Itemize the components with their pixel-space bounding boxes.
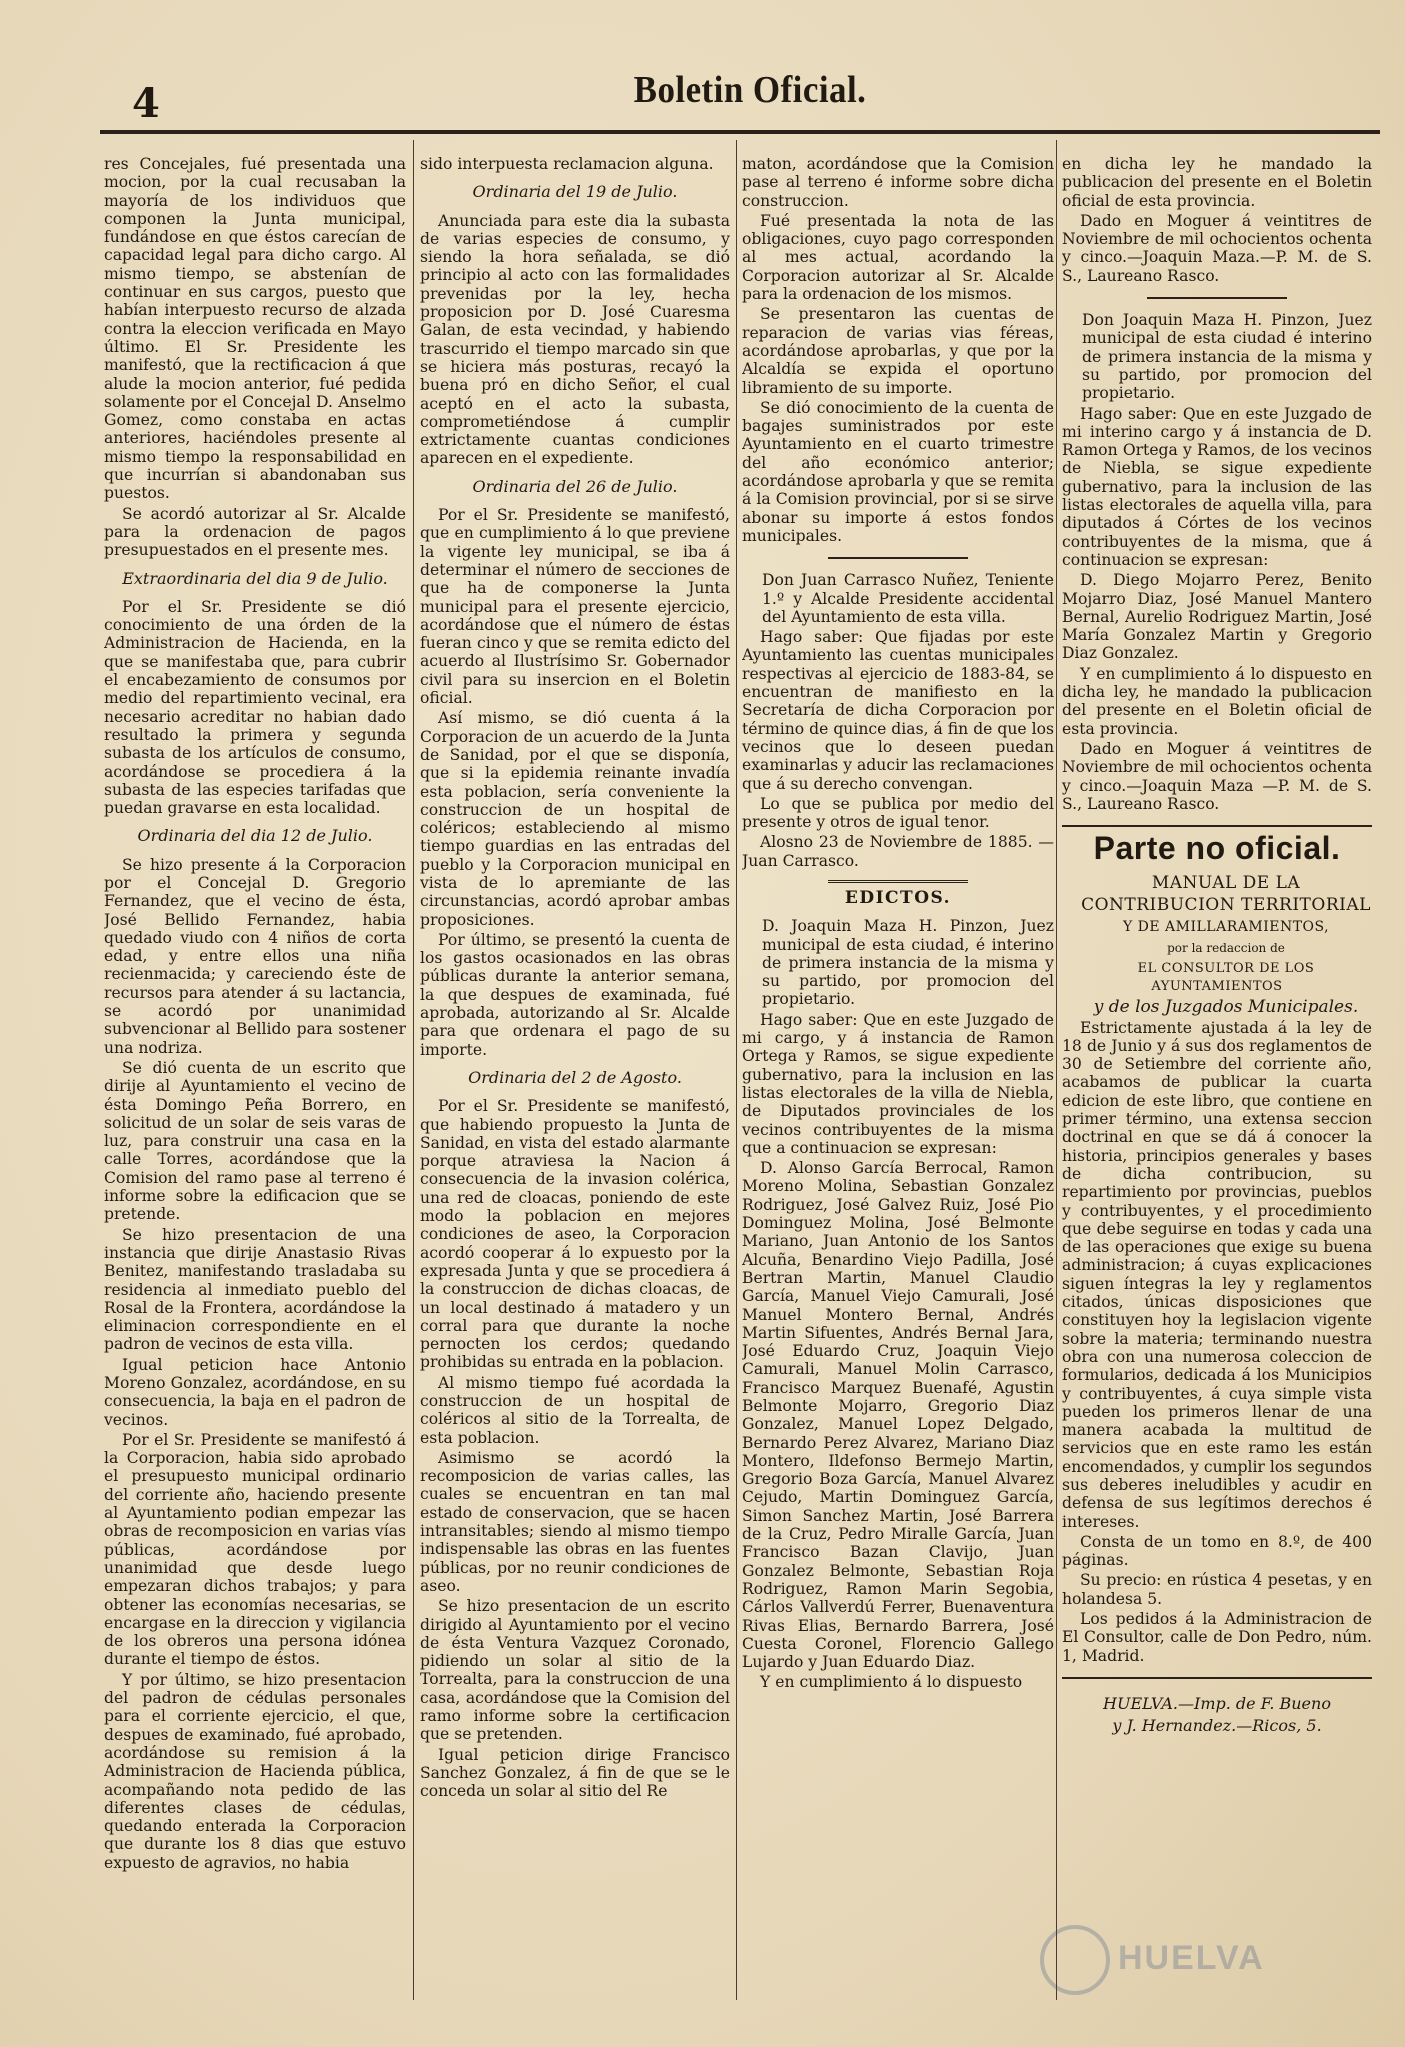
section-title: Parte no oficial. — [1093, 830, 1341, 867]
newspaper-title: Boletin Oficial. — [633, 69, 867, 111]
ad-publisher: EL CONSULTOR DE LOS AYUNTAMIENTOS — [1137, 960, 1315, 994]
session-heading: Ordinaria del dia 12 de Julio. — [137, 826, 373, 846]
paragraph: Se presentaron las cuentas de reparacion de varias vias féreas, acordándose aprobarlas, y que por la Alcaldía se expida el oportuno libramiento de su importe. — [742, 305, 1054, 397]
paragraph: Se hizo presente á la Corporacion por el Concejal D. Gregorio Fernandez, que el vecino de ésta, José Bellido Fernandez, habia quedado viudo con 4 niños de corta edad, y entre ellos una niña recienmacida; y careciendo éste de recursos para atender á su lactancia, se acordó por unanimidad subvencionar al Bellido para sostener una nodriza. — [104, 855, 406, 1057]
column-1 — [104, 155, 406, 1960]
paragraph: Hago saber: Que en este Juzgado de mi cargo, y á instancia de Ramon Ortega y Ramos, se sigue expediente gubernativo, para la inclusion en las listas electorales de la villa de Niebla, de Diputados provinciales de los vecinos contribuyentes de la misma que a continuacion se expresan: — [742, 1010, 1054, 1157]
paragraph: Su precio: en rústica 4 pesetas, y en holandesa 5. — [1062, 1571, 1372, 1608]
section-rule — [828, 880, 968, 883]
ad-publisher: y de los Juzgados Municipales. — [1093, 997, 1359, 1018]
paragraph: Hago saber: Que fijadas por este Ayuntamiento las cuentas municipales respectivas al ejercicio de 1883-84, se encuentran de manifiesto en la Secretaría de dicha Corporacion por término de quince dias, á fin de que los vecinos que lo deseen puedan examinarlas y aducir las reclamaciones que á su derecho convengan. — [742, 628, 1054, 793]
paragraph: Don Juan Carrasco Nuñez, Teniente 1.º y Alcalde Presidente accidental del Ayuntamiento de esta villa. — [762, 571, 1054, 626]
paragraph: Lo que se publica por medio del presente y otros de igual tenor. — [742, 794, 1054, 832]
paragraph: Por el Sr. Presidente se manifestó, que en cumplimiento á lo que previene la vigente ley municipal, se iba á determinar el número de secciones de que ha de componerse la Junta municipal para el presente ejercicio, acordándose que el número de éstas fueran cinco y que se remita edicto del acuerdo al Ilustrísimo Sr. Gobernador civil para su insercion en el Boletin oficial. — [420, 506, 730, 708]
session-heading: Extraordinaria del dia 9 de Julio. — [122, 568, 388, 588]
paragraph: Don Joaquin Maza H. Pinzon, Juez municipal de esta ciudad é interino de primera instancia de la misma y su partido, por promocion del propietario. — [1082, 311, 1372, 403]
paragraph: Igual peticion hace Antonio Moreno Gonzalez, acordándose, en su consecuencia, la baja en el padron de vecinos. — [104, 1355, 406, 1429]
section-rule — [1062, 825, 1372, 827]
paragraph: Se acordó autorizar al Sr. Alcalde para la ordenacion de pagos presupuestados en el presente mes. — [104, 504, 406, 560]
paragraph: D. Joaquin Maza H. Pinzon, Juez municipal de esta ciudad, é interino de primera instancia de la misma y su partido, por promocion del propietario. — [762, 917, 1054, 1009]
paragraph: Se dió conocimiento de la cuenta de bagajes suministrados por este Ayuntamiento en el cuarto trimestre del año económico anterior; acordándose aprobarla y que se remita á la Comision provincial, por si se sirve abonar su importe á estos fondos municipales. — [742, 398, 1054, 545]
paragraph: Por último, se presentó la cuenta de los gastos ocasionados en las obras públicas durante la anterior semana, la que despues de examinada, fué aprobada, autorizando al Sr. Alcalde para que ordenara el pago de su importe. — [420, 930, 730, 1059]
paragraph: Se dió cuenta de un escrito que dirije al Ayuntamiento el vecino de ésta Domingo Peña Borrero, en solicitud de un solar de seis varas de luz, para construir una casa en la calle Torres, acordándose que la Comision del ramo pase al terreno é informe sobre la edificacion que se pretende. — [104, 1058, 406, 1224]
paragraph: Así mismo, se dió cuenta á la Corporacion de un acuerdo de la Junta de Sanidad, por el que se disponía, que si la epidemia reinante invadía esta poblacion, sería conveniente la construccion de un hospital de coléricos; estableciendo al mismo tiempo guardias en las entradas del pueblo y la Corporacion municipal en vista de lo apremiante de las circunstancias, acordó aprobar ambas proposiciones. — [420, 709, 730, 929]
paragraph: Se hizo presentacion de un escrito dirigido al Ayuntamiento por el vecino de ésta Ventura Vazquez Coronado, pidiendo un solar al sitio de la Torrealta, para la construccion de una casa, acordándose que la Comision del ramo informe sobre la certificacion que se pretenden. — [420, 1597, 730, 1744]
paragraph: Asimismo se acordó la recomposicion de varias calles, las cuales se encuentran en tan mal estado de conservacion, que se hacen intransitables; siendo al mismo tiempo indispensable las obras en las fuentes públicas, por no reunir condiciones de aseo. — [420, 1448, 730, 1595]
paragraph: Dado en Moguer á veintitres de Noviembre de mil ochocientos ochenta y cinco.—Joaquin Maza —P. M. de S. S., Laureano Rasco. — [1062, 739, 1372, 813]
archive-watermark — [1040, 1925, 1270, 1995]
ad-title: MANUAL DE LA — [1151, 873, 1301, 894]
watermark-text: HUELVA — [1118, 1939, 1265, 1977]
paragraph: Estrictamente ajustada á la ley de 18 de Junio y á sus dos reglamentos de 30 de Setiembre del corriente año, acabamos de publicar la cuarta edicion de este libro, que contiene en primer término, una extensa seccion doctrinal en que se dá á conocer la historia, principios generales y bases de dicha contribucion, su repartimiento por provincias, pueblos y contribuyentes, y el procedimiento que debe seguirse en todas y cada una de las operaciones que exige su buena administracion; á cuyas explicaciones siguen íntegras la ley y reglamentos citados, únicas disposiciones que constituyen hoy la legislacion vigente sobre la materia; terminando nuestra obra con una numerosa coleccion de formularios, dedicada á los Municipios y contribuyentes, á cuya simple vista pueden los primeros llenar de una manera acabada la multitud de servicios que en este ramo les están encomendados, y cumplir los segundos sus deberes ineludibles y acudir en defensa de sus legítimos derechos é intereses. — [1062, 1018, 1372, 1531]
header-rule — [100, 130, 1380, 134]
paragraph: Por el Sr. Presidente se manifestó á la Corporacion, habia sido aprobado el presupuesto municipal ordinario del corriente año, haciendo presente al Ayuntamiento podian empezar las obras de recomposicion en varias vías públicas, acordándose por unanimidad que desde luego empezaran dichos trabajos; y para obtener las economías necesarias, se encargase en la direccion y vigilancia de los obreros una persona idónea durante el tiempo de éstos. — [104, 1430, 406, 1669]
section-rule — [828, 557, 968, 559]
paragraph: Dado en Moguer á veintitres de Noviembre de mil ochocientos ochenta y cinco.—Joaquin Maza.—P. M. de S. S., Laureano Rasco. — [1062, 211, 1372, 285]
column-4 — [1062, 155, 1372, 1975]
paragraph: en dicha ley he mandado la publicacion del presente en el Boletin oficial de esta provincia. — [1062, 155, 1372, 210]
column-separator — [413, 140, 414, 2000]
paragraph: Fué presentada la nota de las obligaciones, cuyo pago corresponden al mes actual, acordando la Corporacion autorizar al Sr. Alcalde para la ordenacion de los mismos. — [742, 211, 1054, 304]
column-separator — [1056, 140, 1057, 2000]
paragraph: maton, acordándose que la Comision pase al terreno é informe sobre dicha construccion. — [742, 155, 1054, 210]
paragraph: Los pedidos á la Administracion de El Consultor, calle de Don Pedro, núm. 1, Madrid. — [1062, 1610, 1372, 1665]
paragraph: Por el Sr. Presidente se dió conocimiento de una órden de la Administracion de Hacienda, en la que se manifestaba que, para cubrir el encabezamiento de consumos por medio del repartimiento vecinal, era necesario acreditar no habian dado resultado la primera y segunda subasta de los artículos de consumo, acordándose se procediera á la subasta de las especies tarifadas que puedan gravarse en esta localidad. — [104, 597, 406, 818]
paragraph: D. Diego Mojarro Perez, Benito Mojarro Diaz, José Manuel Mantero Bernal, Aurelio Rodriguez Martin, José María Gonzalez Martin y Gregorio Diaz Gonzalez. — [1062, 571, 1372, 663]
session-heading: Ordinaria del 19 de Julio. — [472, 182, 678, 202]
page-number: 4 — [132, 80, 160, 127]
session-heading: Ordinaria del 26 de Julio. — [472, 476, 678, 496]
paragraph: Y en cumplimiento á lo dispuesto — [760, 1673, 1023, 1692]
section-heading: EDICTOS. — [844, 887, 952, 908]
paragraph: res Concejales, fué presentada una mocion, por la cual recusaban la mayoría de los individuos que componen la Junta municipal, fundándose en que éstos carecían de capacidad legal para dicho cargo. Al mismo tiempo, se abstenían de continuar en sus cargos, puesto que habían interpuesto recurso de alzada contra la eleccion verificada en Mayo último. El Sr. Presidente les manifestó, que la rectificacion á que alude la mocion anterior, fué pedida solamente por el Concejal D. Anselmo Gomez, como constaba en actas anteriores, haciéndoles presente al mismo tiempo la responsabilidad en que incurrían si abandonaban sus puestos. — [104, 155, 406, 503]
session-heading: Ordinaria del 2 de Agosto. — [468, 1067, 682, 1087]
paragraph: Se hizo presentacion de una instancia que dirije Anastasio Rivas Benitez, manifestando trasladaba su residencia al inmediato pueblo del Rosal de la Frontera, acordándose la eliminacion correspondiente en el padron de vecinos de esta villa. — [104, 1225, 406, 1354]
paragraph: D. Alonso García Berrocal, Ramon Moreno Molina, Sebastian Gonzalez Rodriguez, José Galvez Ruiz, José Pio Dominguez Molina, José Belmonte Mariano, Juan Antonio de los Santos Alcuña, Benardino Viejo Padilla, José Bertran Martin, Manuel Claudio García, Manuel Viejo Camurali, José Manuel Montero Bernal, Andrés Martin Sifuentes, Andrés Bernal Jara, José Eduardo Cruz, Joaquin Viejo Camurali, Manuel Molin Carrasco, Francisco Marquez Buenafé, Agustin Belmonte Mojarro, Gregorio Diaz Gonzalez, Manuel Lopez Delgado, Bernardo Perez Alvarez, Mariano Diaz Montero, Ildefonso Bermejo Martin, Gregorio Boza García, Manuel Alvarez Cejudo, Martin Dominguez García, Simon Sanchez Martin, José Barrera de la Cruz, Pedro Miralle García, Juan Francisco Bazan Clavijo, Juan Gonzalez Belmonte, Sebastian Roja Rodriguez, Ramon Marin Segobia, Cárlos Vallverdú Ferrer, Buenaventura Rivas Elias, Bernardo Barrera, José Cuesta Coronel, Florencio Gallego Lujardo y Juan Eduardo Diaz. — [742, 1159, 1054, 1672]
paragraph: Y en cumplimiento á lo dispuesto en dicha ley, he mandado la publicacion del presente en el Boletin oficial de esta provincia. — [1062, 664, 1372, 738]
column-3 — [742, 155, 1054, 1975]
paragraph: Alosno 23 de Noviembre de 1885. —Juan Carrasco. — [742, 833, 1054, 870]
ad-subtitle: por la redaccion de — [1167, 941, 1285, 956]
seal-icon — [1040, 1925, 1110, 1995]
section-rule — [1147, 297, 1287, 299]
paragraph: Anunciada para este dia la subasta de varias especies de consumo, y siendo la hora señalada, se dió principio al acto con las formalidades prevenidas por la ley, hecha proposicion por D. José Cuaresma Galan, de esta vecindad, y habiendo trascurrido el tiempo marcado sin que se hiciera más posturas, recayó la buena pró en dicho Señor, el cual aceptó en el acto la subasta, comprometiéndose á cumplir extrictamente cuantas condiciones aparecen en el expediente. — [420, 211, 730, 468]
paragraph: Por el Sr. Presidente se manifestó, que habiendo propuesto la Junta de Sanidad, en vista del estado alarmante porque atraviesa la Nacion á consecuencia de la invasion colérica, una red de cloacas, poniendo de este modo la poblacion en mejores condiciones de aseo, la Corporacion acordó cooperar á lo expuesto por la expresada Junta y que se procediera á la construccion de dichas cloacas, de un local destinado á matadero y un corral para que durante la noche pernocten los cerdos; quedando prohibidas su entrada en la poblacion. — [420, 1097, 730, 1372]
paragraph: Hago saber: Que en este Juzgado de mi interino cargo y á instancia de D. Ramon Ortega y Ramos, de los vecinos de Niebla, se sigue expediente gubernativo, para la inclusion de las listas electorales de aquella villa, para diputados á Córtes de los vecinos contribuyentes de la misma, que á continuacion se expresan: — [1062, 404, 1372, 569]
paragraph: Igual peticion dirige Francisco Sanchez Gonzalez, á fin de que se le conceda un solar al sitio del Re — [420, 1745, 730, 1801]
imprint — [1062, 1693, 1372, 1737]
ad-title: CONTRIBUCION TERRITORIAL — [1081, 895, 1371, 916]
column-2 — [420, 155, 730, 1975]
paragraph: Consta de un tomo en 8.º, de 400 páginas. — [1062, 1532, 1372, 1570]
paragraph: Al mismo tiempo fué acordada la construccion de un hospital de coléricos al sitio de la Torrealta, de esta poblacion. — [420, 1373, 730, 1447]
column-separator — [736, 140, 737, 2000]
ad-title: Y DE AMILLARAMIENTOS, — [1122, 919, 1330, 936]
imprint-line: HUELVA.—Imp. de F. Bueno — [1103, 1693, 1331, 1713]
paragraph: Y por último, se hizo presentacion del padron de cédulas personales para el corriente ejercicio, el que, despues de examinado, fué aprobado, acordándose su remision á la Administracion de Hacienda pública, acompañando nota pedido de las diferentes clases de cédulas, quedando enterada la Corporacion que durante los 8 dias que estuvo expuesto de agravios, no habia — [104, 1670, 406, 1872]
paragraph: sido interpuesta reclamacion alguna. — [420, 155, 714, 173]
imprint-line: y J. Hernandez.—Ricos, 5. — [1112, 1715, 1322, 1735]
section-rule — [1062, 1677, 1372, 1679]
